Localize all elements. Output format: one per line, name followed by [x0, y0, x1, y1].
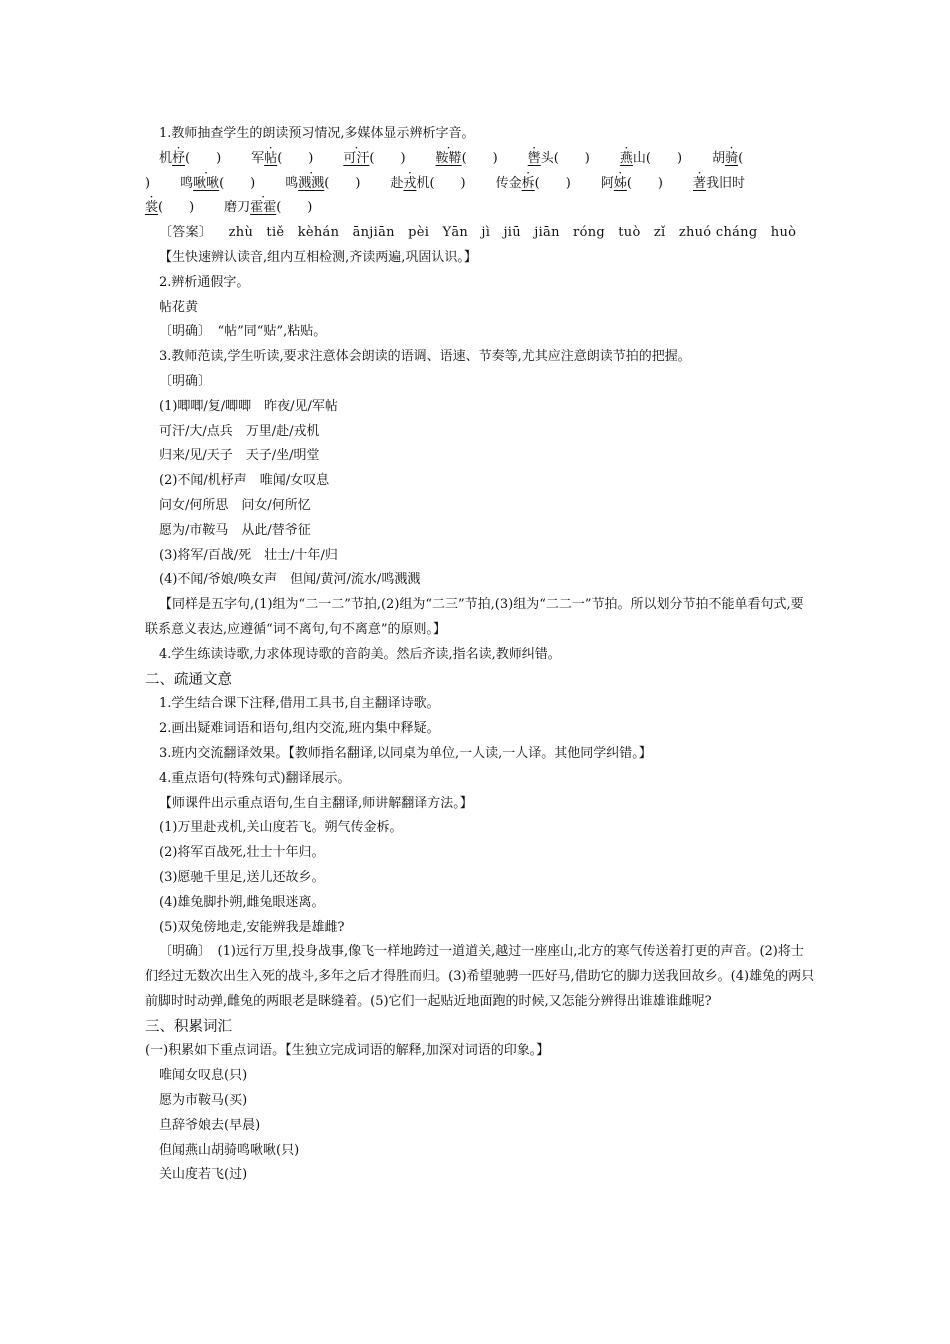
item-suffix: ( ): [369, 150, 406, 166]
pronunciation-item: [712, 147, 743, 172]
pronunciation-item: [693, 172, 745, 197]
item-suffix: ( ): [277, 150, 314, 166]
note-2: 【同样是五字句,(1)组为“二一二”节拍,(2)组为“二三”节拍,(3)组为“二二一”节拍。所以划分节拍不能单看句式,要联系意义表达,应遵循“词不离句,句不离意”的原则。】: [145, 597, 804, 637]
pronunciation-item: [251, 147, 313, 172]
pronunciation-item: [436, 147, 498, 172]
answer-pinyin: [145, 221, 815, 246]
step-3: 3.教师范读,学生听读,要求注意体会朗读的语调、语速、节奏等,尤其应注意朗读节拍的把握。: [159, 349, 691, 365]
rhythm-line: (3)将军/百战/死 壮士/十年/归: [159, 547, 338, 563]
step-4: 4.学生练读诗歌,力求体现诗歌的音韵美。然后齐读,指名读,教师纠错。: [159, 646, 561, 662]
item-suffix: ): [145, 175, 151, 191]
item-suffix: (: [738, 150, 744, 166]
s3-intro: (一)积累如下重点词语。【生独立完成词语的解释,加深对词语的印象。】: [145, 1043, 550, 1059]
vocab-prefix: 关山: [159, 1167, 186, 1183]
item-suffix: ( ): [219, 175, 256, 191]
pronunciation-item: [145, 196, 194, 221]
answer-values: zhù tiě kèhán ānjiān pèi Yān jì jiū jiān róng tuò zǐ zhuó cháng huò: [228, 225, 797, 241]
target-character: 著: [693, 175, 707, 191]
target-character: 骑: [725, 150, 739, 166]
rhythm-line: (4)不闻/爷娘/唤女声 但闻/黄河/流水/鸣溅溅: [159, 572, 421, 588]
vocab-key-char: 旦: [159, 1117, 173, 1133]
section-heading-3: 三、积累词汇: [145, 1018, 232, 1035]
vocab-item: [145, 1139, 815, 1164]
target-character: 姊: [613, 175, 627, 191]
target-character: 燕: [619, 150, 633, 166]
target-character: 霍霍: [250, 200, 277, 216]
item-prefix: 鸣: [285, 175, 299, 191]
rhythm-line: (1)唧唧/复/唧唧 昨夜/见/军帖: [159, 398, 338, 414]
pronunciation-item: [496, 172, 571, 197]
target-character: 裳: [145, 200, 159, 216]
mingque-3: 〔明确〕 (1)远行万里,投身战事,像飞一样地跨过一道道关,越过一座座山,北方的寒气传送着打更的声音。(2)将士们经过无数次出生入死的战斗,多年之后才得胜而归。(3)希望驰骋一匹好马,借助它的脚力送我回故乡。(4)雄兔的两只前脚时时动弹,雌兔的两眼老是眯缝着。(5)它们一起贴近地面跑的时候,又怎能分辨得出谁雄谁雌呢?: [145, 944, 815, 1009]
item-suffix: ( ): [185, 150, 222, 166]
vocab-rest: 鞍马(买): [198, 1093, 248, 1109]
note-1: 【生快速辨认读音,组内互相检测,齐读两遍,巩固认识。】: [159, 249, 477, 265]
s2-item: 4.重点语句(特殊句式)翻译展示。: [159, 770, 351, 786]
item-prefix: 传金: [495, 175, 522, 191]
vocab-item: [145, 1064, 815, 1089]
pronunciation-item: [285, 172, 360, 197]
rhythm-line: 归来/见/天子 天子/坐/明堂: [159, 448, 320, 464]
vocab-key-char: 唯: [159, 1068, 173, 1084]
item-prefix: 军: [251, 150, 265, 166]
target-character: 啾啾: [193, 175, 220, 191]
rhythm-line: 问女/何所思 问女/何所忆: [159, 497, 311, 513]
vocab-item: [145, 1163, 815, 1188]
step-2: 2.辨析通假字。: [159, 274, 250, 290]
item-suffix: ( ): [276, 200, 313, 216]
pronunciation-item: [159, 147, 221, 172]
pronunciation-item: [620, 147, 682, 172]
pronunciation-row-1: [145, 147, 815, 172]
target-character: 鞍鞯: [435, 150, 462, 166]
document-page: [145, 122, 815, 1188]
item-suffix: ( ): [461, 150, 498, 166]
s2-item: (5)双兔傍地走,安能辨我是雄雌?: [159, 919, 345, 935]
item-suffix: ( ): [534, 175, 571, 191]
item-suffix: ( ): [324, 175, 361, 191]
rhythm-line: 愿为/市鞍马 从此/替爷征: [159, 522, 311, 538]
item-suffix: 山( ): [632, 150, 683, 166]
item-prefix: 鸣: [180, 175, 194, 191]
target-character: 柝: [521, 175, 535, 191]
vocab-item: [145, 1114, 815, 1139]
pronunciation-row-2: [145, 172, 815, 197]
s2-item: (3)愿驰千里足,送儿还故乡。: [159, 869, 325, 885]
item-prefix: 胡: [712, 150, 726, 166]
answer-label: 〔答案〕: [159, 225, 213, 241]
item-suffix: 我旧时: [706, 175, 746, 191]
item-prefix: 磨刀: [224, 200, 251, 216]
item-suffix: ( ): [158, 200, 195, 216]
rhythm-line: (2)不闻/机杼声 唯闻/女叹息: [159, 473, 330, 489]
s2-item: 2.画出疑难词语和语句,组内交流,班内集中释疑。: [159, 721, 440, 737]
s2-item: 1.学生结合课下注释,借用工具书,自主翻译诗歌。: [159, 696, 440, 712]
vocab-item: [145, 1089, 815, 1114]
pronunciation-row-3: [145, 196, 815, 221]
target-character: 帖: [264, 150, 278, 166]
item-prefix: 阿: [600, 175, 614, 191]
rhythm-line: 可汗/大/点兵 万里/赴/戎机: [159, 423, 320, 439]
vocab-rest: 辞爷娘去(早晨): [172, 1117, 261, 1133]
vocab-key-char: 但: [159, 1142, 173, 1158]
pronunciation-item: [343, 147, 405, 172]
item-suffix: ( ): [626, 175, 664, 191]
vocab-prefix: 愿为: [159, 1093, 186, 1109]
item-prefix: 机: [159, 150, 173, 166]
target-character: 辔: [527, 150, 541, 166]
pronunciation-item: [180, 172, 255, 197]
item-prefix: 赴: [390, 175, 404, 191]
pronunciation-item: [601, 172, 663, 197]
vocab-rest: 闻燕山胡骑鸣啾啾(只): [172, 1142, 300, 1158]
item-suffix: 头( ): [540, 150, 590, 166]
mingque-2: 〔明确〕: [159, 373, 212, 389]
mingque-1: 〔明确〕 “帖”同“贴”,粘贴。: [159, 324, 327, 340]
vocab-rest: 若飞(过): [198, 1167, 248, 1183]
section-heading-2: 二、疏通文意: [145, 671, 232, 688]
vocab-list: [145, 1064, 815, 1188]
target-character: 溅溅: [298, 175, 325, 191]
vocab-key-char: 市: [185, 1093, 199, 1109]
s2-item: (4)雄兔脚扑朔,雌兔眼迷离。: [159, 894, 325, 910]
pronunciation-item: [224, 196, 312, 221]
s2-item: (1)万里赴戎机,关山度若飞。朔气传金柝。: [159, 820, 403, 836]
target-character: 杼: [172, 150, 186, 166]
tongjia-phrase: 帖花黄: [159, 299, 199, 315]
pronunciation-item: [528, 147, 590, 172]
step-1: 1.教师抽查学生的朗读预习情况,多媒体显示辨析字音。: [159, 126, 475, 141]
s2-item: (2)将军百战死,壮士十年归。: [159, 845, 325, 861]
pronunciation-item: [390, 172, 465, 197]
vocab-rest: 闻女叹息(只): [172, 1068, 248, 1084]
vocab-key-char: 度: [185, 1167, 199, 1183]
s2-item: 【师课件出示重点语句,生自主翻译,师讲解翻译方法。】: [159, 795, 473, 811]
target-character: 可汗: [343, 150, 370, 166]
target-character: 戎: [403, 175, 417, 191]
item-suffix: 机( ): [416, 175, 466, 191]
s2-item: 3.班内交流翻译效果。【教师指名翻译,以同桌为单位,一人读,一人译。其他同学纠错。】: [159, 745, 652, 761]
